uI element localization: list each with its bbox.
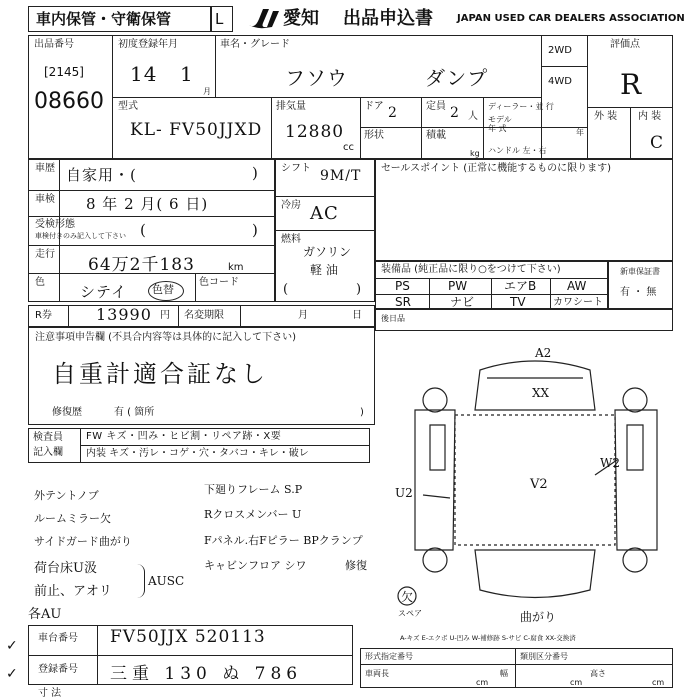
history-value: 自家用・( [66,166,137,184]
first-reg-unit: 月 [203,87,211,96]
lot-number: 08660 [34,89,104,114]
diagram-legend: A-キズ E-エクボ U-凹み W-補修跡 S-サビ C-腐食 XX-交換済 [400,634,576,642]
remark-11: 修復 [345,559,367,572]
diagram-xx: XX [532,386,550,400]
plate-label: 登録番号 [38,664,78,675]
inspector-interior-line: 内装 キズ・汚レ・コゲ・穴・タバコ・キレ・破レ [86,448,309,459]
inspection-value: 8 年 2 月( 6 日) [86,195,209,213]
history-label: 車歴 [35,163,55,174]
score-label: 評価点 [610,39,640,50]
name-value: フソウ [285,66,348,90]
width-cm: cm [570,678,583,687]
fuel-value: ガソリン [303,245,352,259]
remark-9: Fパネル.右Fピラー BPクランプ [204,534,363,547]
storage-label: 車内保管・守衛保管 [36,10,172,28]
equip-airbag: エアB [504,279,537,293]
check-mark: ✓ [6,638,18,654]
org-name: 愛知 [283,8,319,29]
fuel-value-2: 軽 油 [310,263,338,277]
reception-paren-open: ( [140,221,147,239]
warranty-label: 新車保証書 [620,267,660,276]
dims-label: 寸 法 [38,688,62,699]
reg-month: 月 [298,310,308,321]
bracket-note: AUSC [148,574,185,588]
diagram-spare-label: スペア [398,609,422,618]
color-label: 色 [35,277,45,288]
repair-close: ) [360,407,364,418]
chassis-label: 車台番号 [38,633,78,644]
reception-paren-close: ) [252,221,259,239]
rtax-value: 13990 [96,305,152,324]
notes-value: 自重計適合証なし [52,360,268,388]
form-label: 形式指定番号 [365,652,413,661]
ac-label: 冷房 [281,200,301,211]
inspection-label: 車検 [35,194,55,205]
inspector-fw-line: FW キズ・凹み・ヒビ割・リペア跡・X要 [86,431,282,442]
equip-ps: PS [395,279,410,293]
plate-value: 三重 130 ぬ 786 [110,664,303,684]
equip-sr: SR [395,295,411,309]
color-circle-text: 色替 [152,283,174,296]
history-close: ) [252,164,259,182]
rtax-unit: 円 [160,310,170,321]
equip-aw: AW [567,279,587,293]
diagram-v2: V2 [530,477,548,492]
first-reg-year: 14 [130,62,158,86]
exterior-label: 外 装 [594,111,618,122]
chassis-value: FV50JJX 520113 [110,627,266,647]
diagram-a2: A2 [535,346,552,360]
fuel-label: 燃料 [281,234,301,245]
equip-tv: TV [510,295,526,309]
displacement-value: 12880 [285,122,345,142]
model-year-unit: 年 [576,128,584,137]
lot-label: 出品番号 [34,39,74,50]
fitted-box [375,309,673,331]
inspector-label: 検査員 [33,432,63,443]
fuel-paren-open: ( [283,282,290,297]
equip-navi: ナビ [450,295,475,309]
mileage-value: 64万2千183 [88,255,195,275]
first-reg-label: 初度登録年月 [118,39,178,50]
equip-pw: PW [448,279,468,293]
remark-10: キャビンフロア シワ [204,559,307,572]
dealer-label: ディーラー・並 行 [488,102,554,111]
notes-label: 注意事項申告欄 (不具合内容等は具体的に記入して下さい) [35,332,296,343]
displacement-label: 排気量 [276,101,306,112]
reg-day: 日 [352,310,362,321]
remark-7: 下廻りフレーム S.P [204,483,303,496]
fitted-label: 後日品 [381,314,405,323]
lot-sub: [2145] [44,65,84,79]
model-value: KL- FV50JJXD [130,120,263,140]
equip-leather: カワシート [553,297,603,308]
diagram-w2: W2 [600,456,620,470]
reception-note: 車検付きのみ記入して下さい [35,232,126,240]
remark-1: 外テントノブ [34,489,99,502]
load-unit: kg [470,149,480,158]
diagram-u2: U2 [395,486,413,500]
class-label: 類別区分番号 [520,652,568,661]
drive-4wd: 4WD [548,76,572,87]
length-label: 車両長 [365,669,389,678]
shift-label: シフト [281,163,311,174]
storage-mark: L [215,10,224,28]
remark-3: サイドガード曲がり [34,535,132,548]
remark-6: 各AU [28,607,62,622]
shape-label: 形状 [364,130,384,141]
remark-5: 前止、アオリ [34,584,112,599]
score-value: R [620,68,643,101]
interior-value: C [650,133,665,153]
diagram-spare-mark: 欠 [401,590,414,604]
check-mark: ✓ [6,666,18,682]
reg-label: 名変期限 [184,310,224,321]
fuel-paren-close: ) [356,282,363,297]
ac-value: AC [310,203,339,224]
capacity-label: 定員 [426,101,446,112]
length-cm: cm [476,678,489,687]
mileage-unit: km [228,262,244,273]
model-year-label [488,115,512,133]
capacity-unit: 人 [468,111,478,122]
width-label: 幅 [500,669,508,678]
capacity-value: 2 [450,105,460,121]
model-year-text: モデル 年 式 [488,115,512,133]
drive-2wd: 2WD [548,45,572,56]
mileage-label: 走行 [35,249,55,260]
remark-bracket [134,564,145,598]
equipment-label: 装備品 (純正品に限り○をつけて下さい) [381,264,561,275]
diagram-bend-note: 曲がり [520,610,557,624]
rtax-label: R券 [35,310,52,321]
reception-label: 受検形態 [35,219,75,230]
handle-label: ハンドル 左・右 [488,146,547,155]
inspector-label-2: 記入欄 [33,447,63,458]
grade-value: ダンプ [425,66,489,90]
colorcode-label: 色コード [199,277,239,288]
name-label: 車名・グレード [220,39,290,50]
height-label: 高さ [590,669,606,678]
doors-label: ドア [364,101,384,112]
repair-label: 修復歴 [52,407,82,418]
remark-8: Rクロスメンバー U [204,508,302,521]
displacement-unit: cc [343,142,354,153]
remark-2: ルームミラー欠 [34,512,111,525]
interior-label: 内 装 [638,111,662,122]
sales-label: セールスポイント (正常に機能するものに限ります) [381,163,612,174]
association-name: JAPAN USED CAR DEALERS ASSOCIATION [457,13,685,24]
ju-logo [245,7,281,29]
model-label: 型式 [118,101,138,112]
warranty-value: 有 ・ 無 [620,287,657,298]
shift-value: 9M/T [320,168,362,184]
load-label: 積載 [426,130,446,141]
height-cm: cm [652,678,665,687]
doors-value: 2 [388,105,398,121]
color-value: シテイ [80,283,127,301]
repair-value: 有 ( 箇所 [114,407,155,418]
first-reg-month: 1 [180,62,194,86]
remark-4: 荷台床U汲 [34,561,97,576]
doc-title: 出品申込書 [343,8,433,29]
